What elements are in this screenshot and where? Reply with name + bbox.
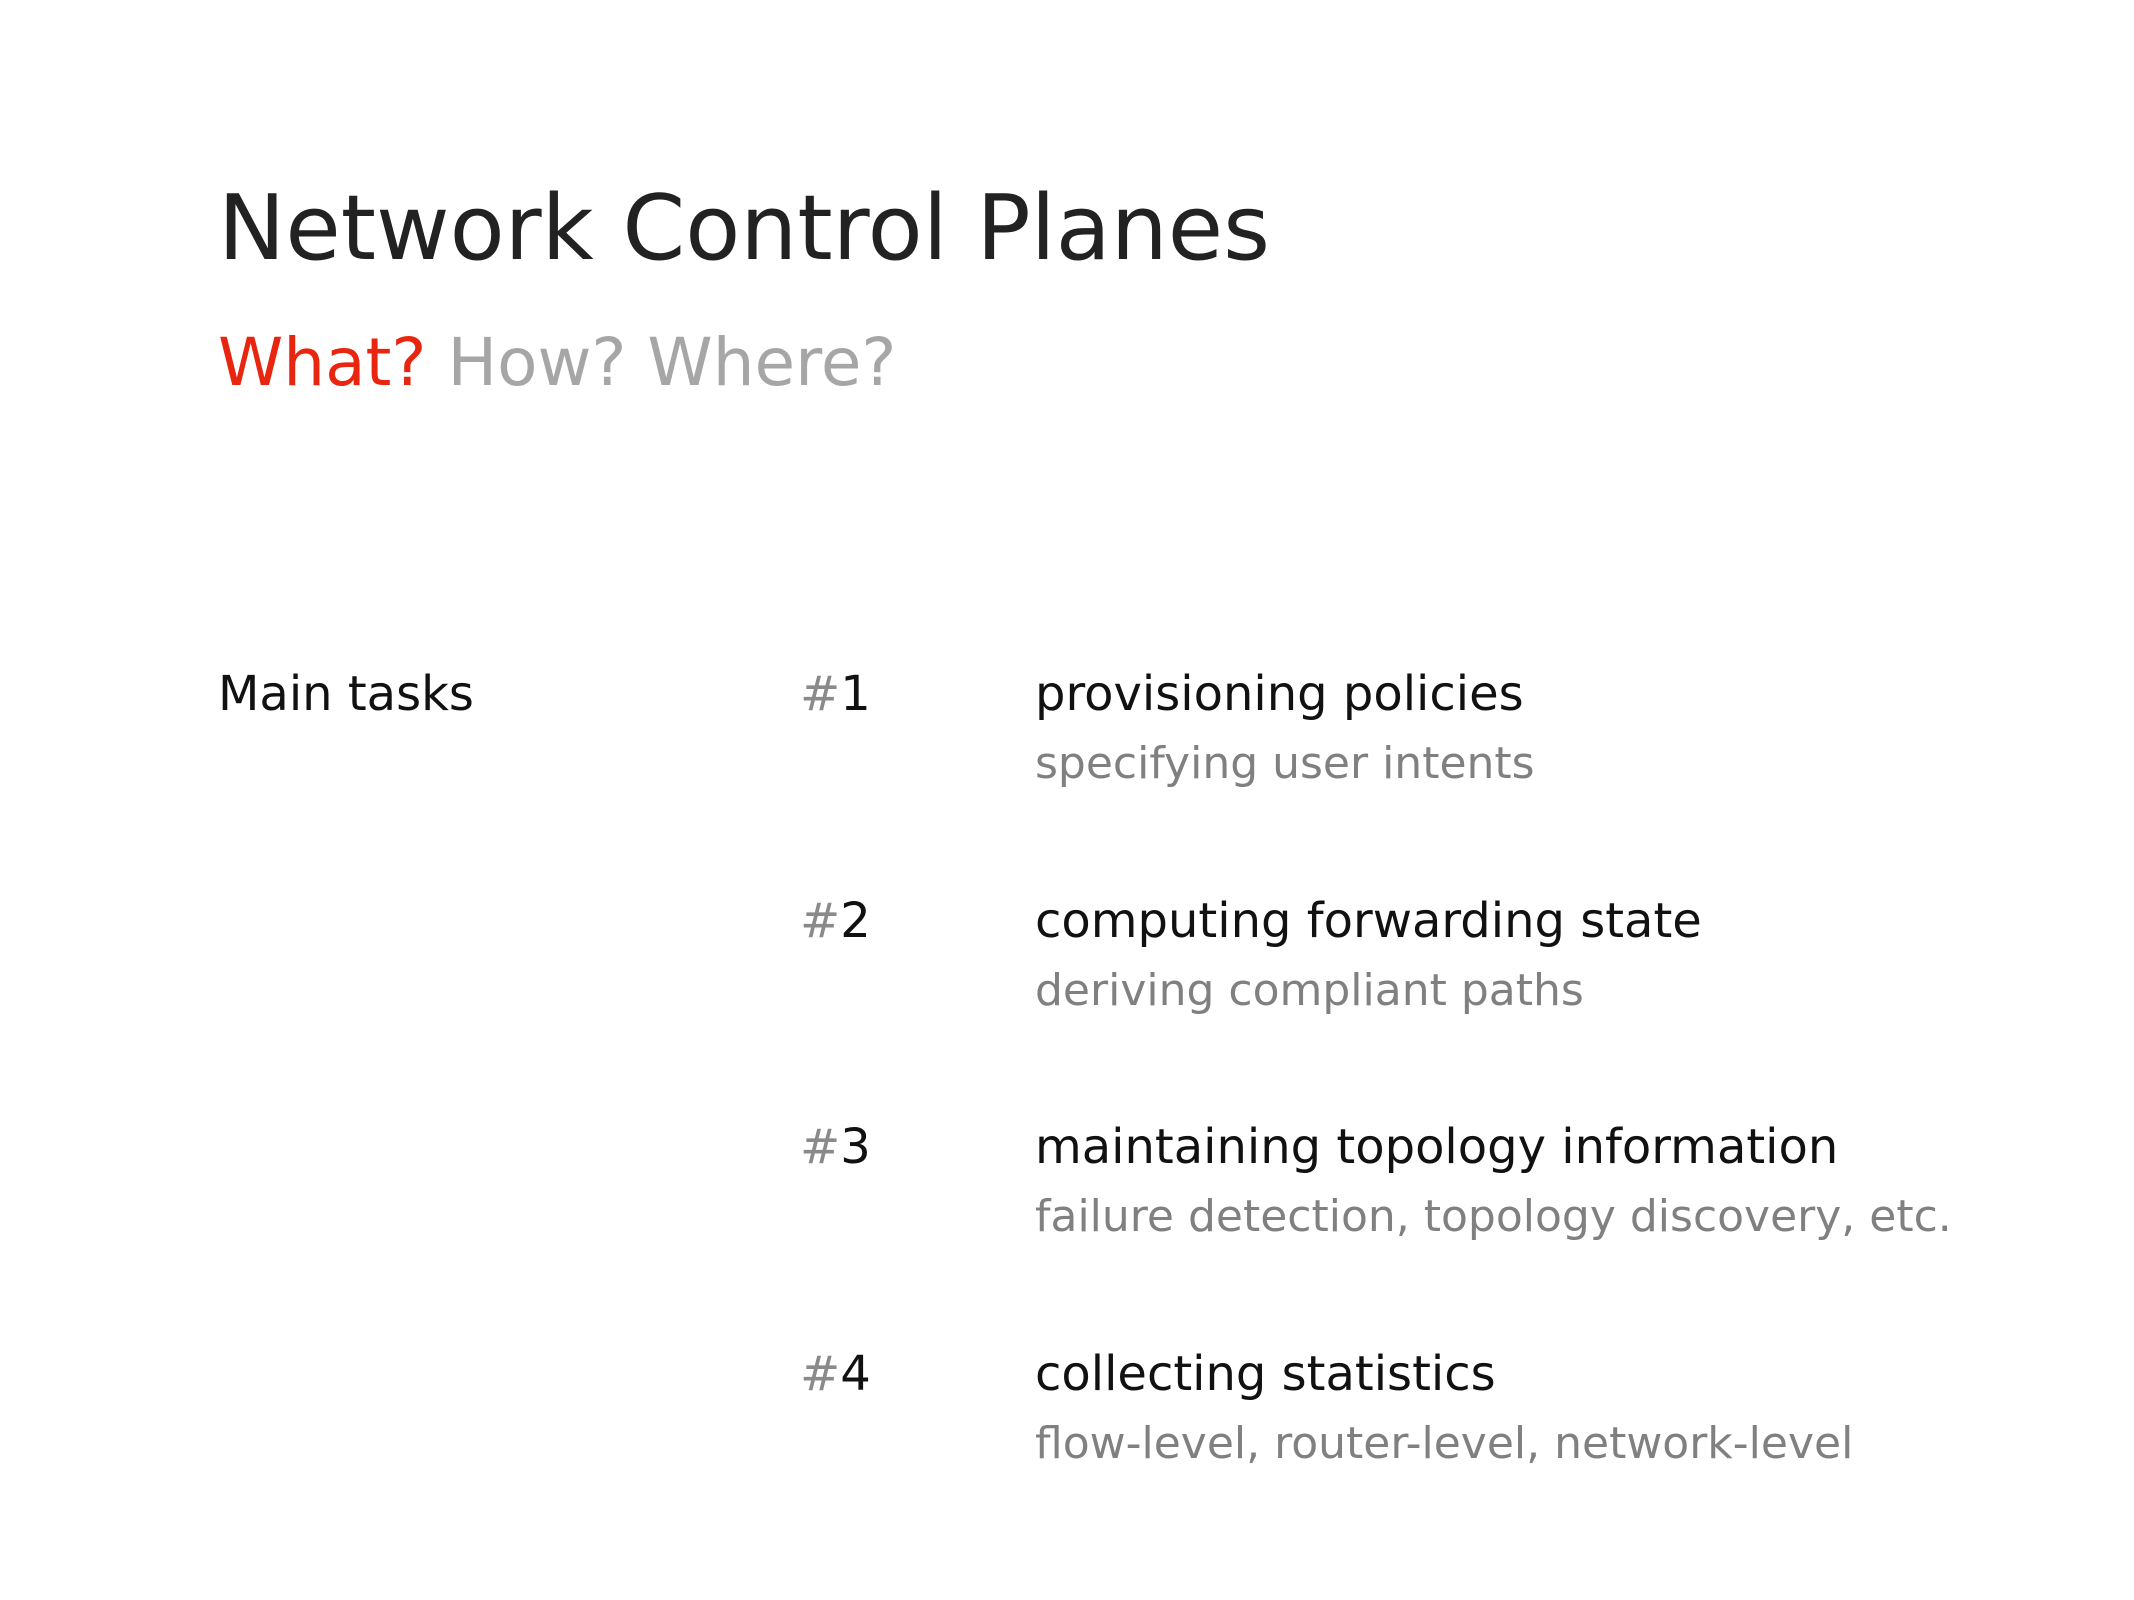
subtitle-active-question: What?: [218, 324, 427, 401]
task-number-hash: #: [800, 1119, 841, 1175]
task-title: maintaining topology information: [1035, 1119, 1839, 1175]
task-number-hash: #: [800, 1346, 841, 1402]
task-title: provisioning policies: [1035, 666, 1524, 722]
task-number-value: 2: [840, 893, 871, 949]
task-number-hash: #: [800, 893, 841, 949]
task-item: [0, 893, 2134, 1037]
task-number-hash: #: [800, 666, 841, 722]
task-number-value: 3: [840, 1119, 871, 1175]
subtitle-inactive-questions: How? Where?: [447, 324, 897, 401]
task-number: [800, 666, 871, 722]
slide-subtitle: [218, 324, 897, 401]
section-label: Main tasks: [218, 666, 474, 722]
task-description: deriving compliant paths: [1035, 965, 1584, 1016]
task-number: [800, 1119, 871, 1175]
task-item: [0, 666, 2134, 810]
task-title: computing forwarding state: [1035, 893, 1702, 949]
task-description: flow-level, router-level, network-level: [1035, 1418, 1854, 1469]
task-number: [800, 893, 871, 949]
task-title: collecting statistics: [1035, 1346, 1496, 1402]
task-number-value: 1: [840, 666, 871, 722]
task-number-value: 4: [840, 1346, 871, 1402]
task-description: specifying user intents: [1035, 738, 1535, 789]
task-number: [800, 1346, 871, 1402]
task-item: [0, 1119, 2134, 1263]
task-description: failure detection, topology discovery, etc.: [1035, 1191, 1952, 1242]
task-item: [0, 1346, 2134, 1490]
slide-title: Network Control Planes: [218, 176, 1271, 281]
